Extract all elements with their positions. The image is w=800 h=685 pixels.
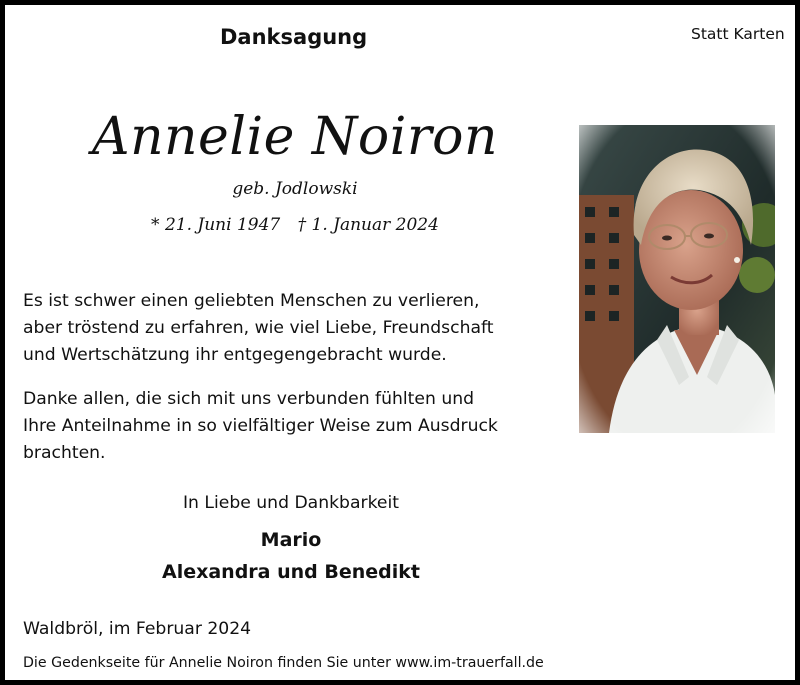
message-line: und Wertschätzung ihr entgegengebracht wurde. [23, 345, 447, 365]
message-paragraph-1 [23, 288, 493, 369]
life-dates [5, 215, 585, 235]
message-line: brachten. [23, 443, 106, 463]
headline-title: Danksagung [220, 25, 368, 49]
portrait-photo [579, 125, 775, 433]
message-line: Ihre Anteilnahme in so vielfältiger Weise zum Ausdruck [23, 416, 498, 436]
memorial-note: Die Gedenkseite für Annelie Noiron finden Sie unter www.im-trauerfall.de [23, 655, 544, 671]
closing-phrase: In Liebe und Dankbarkeit [182, 493, 399, 513]
signer-1: Mario [260, 529, 322, 551]
statt-karten-label: Statt Karten [691, 25, 785, 43]
place-date: Waldbröl, im Februar 2024 [23, 619, 252, 639]
message-line: Danke allen, die sich mit uns verbunden fühlten und [23, 389, 475, 409]
death-date: † 1. Januar 2024 [297, 215, 439, 235]
deceased-name: Annelie Noiron [92, 107, 498, 167]
message-line: aber tröstend zu erfahren, wie viel Liebe, Freundschaft [23, 318, 494, 338]
portrait-illustration [579, 125, 775, 433]
birth-date: * 21. Juni 1947 [151, 215, 281, 235]
message-line: Es ist schwer einen geliebten Menschen zu verlieren, [23, 291, 480, 311]
message-paragraph-2 [23, 386, 498, 467]
birth-name: geb. Jodlowski [232, 179, 358, 199]
signer-2: Alexandra und Benedikt [162, 561, 420, 583]
